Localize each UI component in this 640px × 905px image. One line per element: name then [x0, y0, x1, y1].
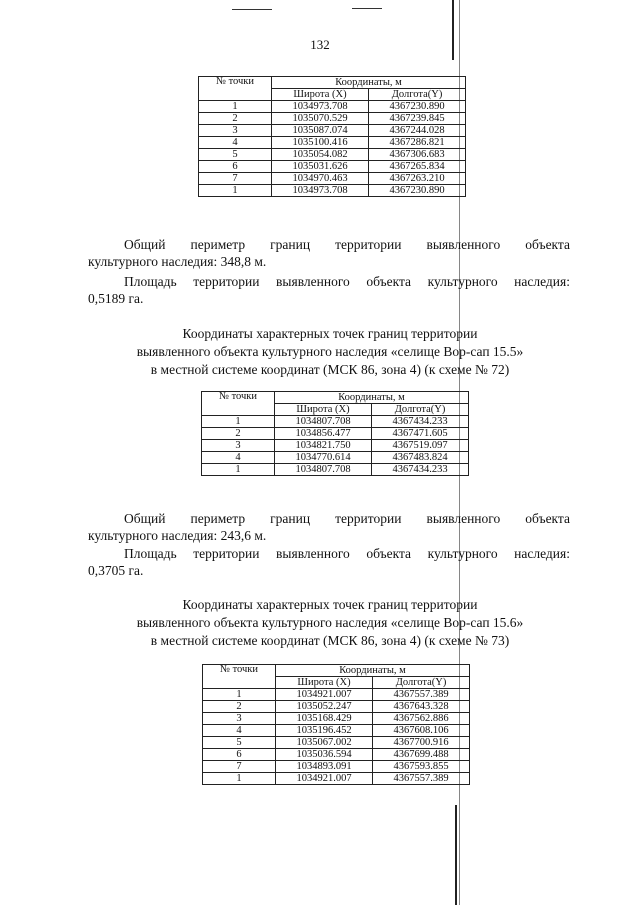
longitude-cell: 4367471.605	[372, 428, 469, 440]
latitude-cell: 1035067.002	[276, 737, 373, 749]
longitude-cell: 4367230.890	[369, 101, 466, 113]
point-number-cell: 1	[202, 464, 275, 476]
longitude-cell: 4367699.488	[373, 749, 470, 761]
longitude-cell: 4367643.328	[373, 701, 470, 713]
point-number-cell: 1	[203, 773, 276, 785]
section-heading-2	[90, 325, 570, 379]
table-row	[202, 416, 469, 428]
header-coordinates: Координаты, м	[272, 77, 466, 89]
area-paragraph-2	[88, 545, 570, 579]
point-number-cell: 3	[202, 440, 275, 452]
longitude-cell: 4367263.210	[369, 173, 466, 185]
table-row	[203, 689, 470, 701]
header-latitude: Широта (X)	[272, 89, 369, 101]
point-number-cell: 1	[199, 101, 272, 113]
heading-line: в местной системе координат (МСК 86, зона 4) (к схеме № 72)	[150, 362, 510, 377]
longitude-cell: 4367244.028	[369, 125, 466, 137]
area-text: Площадь территории выявленного объекта культурного наследия:	[124, 274, 570, 289]
coordinates-table-1	[198, 76, 466, 197]
latitude-cell: 1035070.529	[272, 113, 369, 125]
latitude-cell: 1034821.750	[275, 440, 372, 452]
longitude-cell: 4367593.855	[373, 761, 470, 773]
latitude-cell: 1035052.247	[276, 701, 373, 713]
longitude-cell: 4367562.886	[373, 713, 470, 725]
perimeter-text: культурного наследия: 243,6 м.	[88, 528, 267, 543]
table-row	[199, 113, 466, 125]
latitude-cell: 1035036.594	[276, 749, 373, 761]
scan-vertical-line	[455, 805, 457, 905]
latitude-cell: 1034770.614	[275, 452, 372, 464]
table-row	[202, 464, 469, 476]
point-number-cell: 7	[203, 761, 276, 773]
section-heading-3	[90, 596, 570, 650]
longitude-cell: 4367519.097	[372, 440, 469, 452]
perimeter-paragraph-2	[88, 510, 570, 544]
longitude-cell: 4367230.890	[369, 185, 466, 197]
latitude-cell: 1035087.074	[272, 125, 369, 137]
perimeter-paragraph-1	[88, 236, 570, 270]
point-number-cell: 5	[199, 149, 272, 161]
latitude-cell: 1034973.708	[272, 185, 369, 197]
header-longitude: Долгота(Y)	[372, 404, 469, 416]
table-row	[203, 713, 470, 725]
longitude-cell: 4367483.824	[372, 452, 469, 464]
table-row	[202, 428, 469, 440]
table-row	[202, 440, 469, 452]
point-number-cell: 1	[199, 185, 272, 197]
latitude-cell: 1035054.082	[272, 149, 369, 161]
latitude-cell: 1035168.429	[276, 713, 373, 725]
table-row	[203, 773, 470, 785]
heading-line: выявленного объекта культурного наследия «селище Вор-сап 15.6»	[136, 615, 524, 630]
heading-line: Координаты характерных точек границ территории	[182, 597, 478, 612]
latitude-cell: 1034921.007	[276, 689, 373, 701]
point-number-cell: 1	[202, 416, 275, 428]
point-number-cell: 6	[199, 161, 272, 173]
table-row	[203, 701, 470, 713]
point-number-cell: 2	[199, 113, 272, 125]
perimeter-text: Общий периметр границ территории выявленного объекта	[124, 511, 570, 526]
perimeter-text: культурного наследия: 348,8 м.	[88, 254, 267, 269]
point-number-cell: 4	[203, 725, 276, 737]
longitude-cell: 4367608.106	[373, 725, 470, 737]
point-number-cell: 5	[203, 737, 276, 749]
header-coordinates: Координаты, м	[275, 392, 469, 404]
area-paragraph-1	[88, 273, 570, 307]
latitude-cell: 1034807.708	[275, 416, 372, 428]
latitude-cell: 1034921.007	[276, 773, 373, 785]
header-point-number: № точки	[202, 392, 275, 416]
point-number-cell: 6	[203, 749, 276, 761]
header-longitude: Долгота(Y)	[369, 89, 466, 101]
longitude-cell: 4367286.821	[369, 137, 466, 149]
table-row	[199, 137, 466, 149]
perimeter-text: Общий периметр границ территории выявленного объекта	[124, 237, 570, 252]
table-row	[199, 149, 466, 161]
latitude-cell: 1034973.708	[272, 101, 369, 113]
table-row	[203, 749, 470, 761]
header-longitude: Долгота(Y)	[373, 677, 470, 689]
table-row	[203, 725, 470, 737]
point-number-cell: 7	[199, 173, 272, 185]
latitude-cell: 1035196.452	[276, 725, 373, 737]
point-number-cell: 3	[199, 125, 272, 137]
longitude-cell: 4367557.389	[373, 773, 470, 785]
header-latitude: Широта (X)	[275, 404, 372, 416]
page-number: 132	[310, 37, 330, 52]
longitude-cell: 4367239.845	[369, 113, 466, 125]
scan-mark	[232, 9, 272, 10]
coordinates-table-2	[201, 391, 469, 476]
area-text: Площадь территории выявленного объекта культурного наследия:	[124, 546, 570, 561]
scan-mark	[352, 8, 382, 9]
coordinates-table-3	[202, 664, 470, 785]
latitude-cell: 1034893.091	[276, 761, 373, 773]
header-latitude: Широта (X)	[276, 677, 373, 689]
heading-line: в местной системе координат (МСК 86, зона 4) (к схеме № 73)	[150, 633, 510, 648]
longitude-cell: 4367265.834	[369, 161, 466, 173]
table-row	[202, 452, 469, 464]
area-text: 0,5189 га.	[88, 291, 144, 306]
latitude-cell: 1035031.626	[272, 161, 369, 173]
table-row	[199, 173, 466, 185]
heading-line: Координаты характерных точек границ территории	[182, 326, 478, 341]
latitude-cell: 1035100.416	[272, 137, 369, 149]
point-number-cell: 4	[199, 137, 272, 149]
latitude-cell: 1034856.477	[275, 428, 372, 440]
table-row	[203, 737, 470, 749]
latitude-cell: 1034807.708	[275, 464, 372, 476]
point-number-cell: 4	[202, 452, 275, 464]
header-point-number: № точки	[203, 665, 276, 689]
table-row	[199, 125, 466, 137]
longitude-cell: 4367557.389	[373, 689, 470, 701]
table-row	[199, 101, 466, 113]
heading-line: выявленного объекта культурного наследия «селище Вор-сап 15.5»	[136, 344, 524, 359]
longitude-cell: 4367434.233	[372, 416, 469, 428]
point-number-cell: 3	[203, 713, 276, 725]
area-text: 0,3705 га.	[88, 563, 144, 578]
header-coordinates: Координаты, м	[276, 665, 470, 677]
point-number-cell: 2	[203, 701, 276, 713]
table-row	[199, 161, 466, 173]
longitude-cell: 4367434.233	[372, 464, 469, 476]
longitude-cell: 4367700.916	[373, 737, 470, 749]
latitude-cell: 1034970.463	[272, 173, 369, 185]
table-row	[199, 185, 466, 197]
table-row	[203, 761, 470, 773]
longitude-cell: 4367306.683	[369, 149, 466, 161]
point-number-cell: 2	[202, 428, 275, 440]
point-number-cell: 1	[203, 689, 276, 701]
header-point-number: № точки	[199, 77, 272, 101]
